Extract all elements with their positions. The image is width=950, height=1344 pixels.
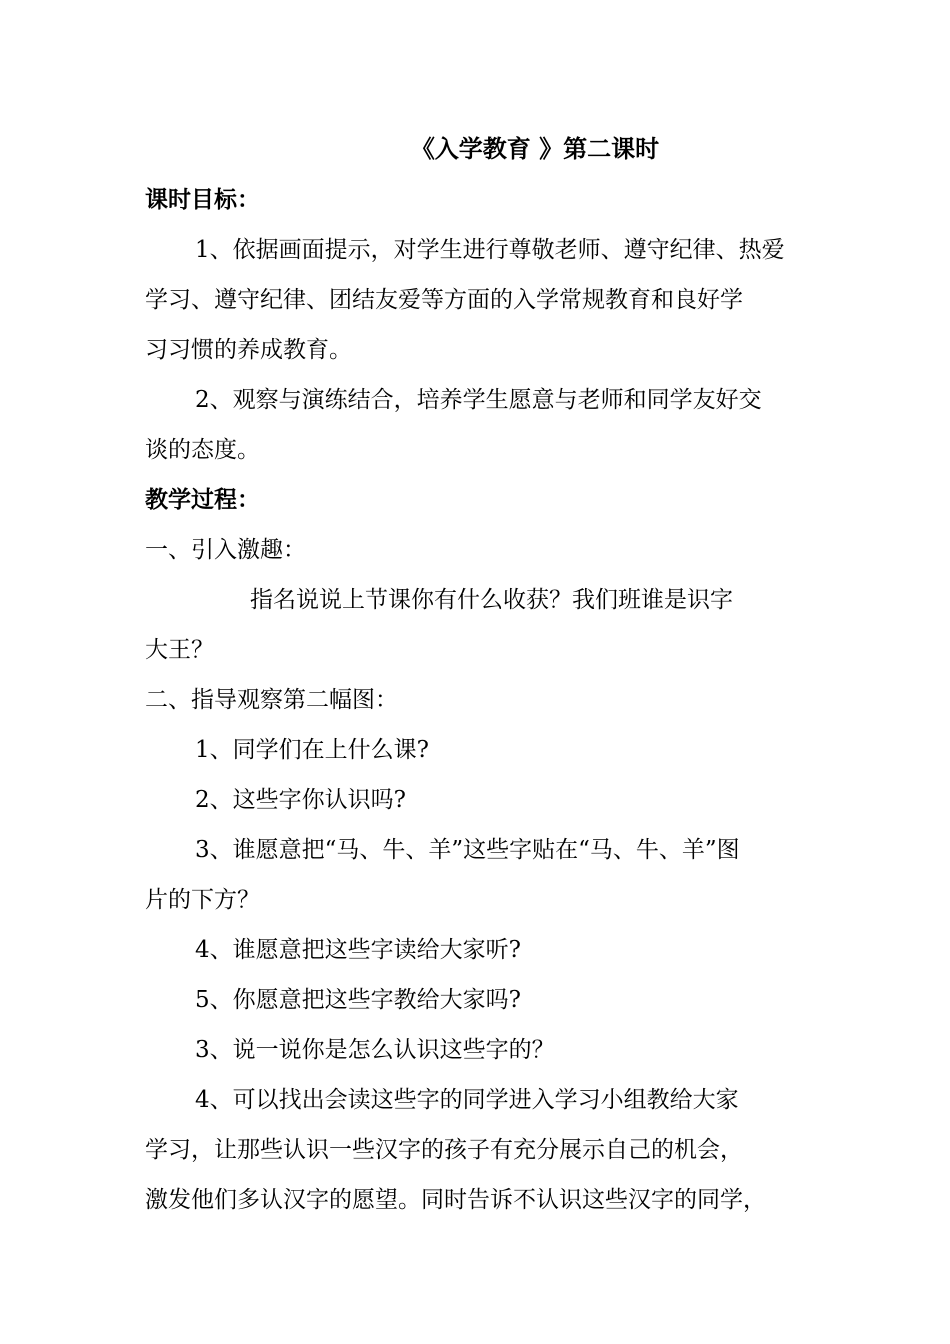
paragraph-line: 学习、遵守纪律、团结友爱等方面的入学常规教育和良好学: [145, 287, 743, 313]
paragraph-line: 激发他们多认汉字的愿望。同时告诉不认识这些汉字的同学，: [145, 1187, 766, 1213]
list-item: 3、说一说你是怎么认识这些字的？: [195, 1037, 555, 1063]
list-item: 5、你愿意把这些字教给大家吗?: [195, 987, 521, 1013]
paragraph-line: 大王？: [145, 637, 214, 663]
list-item: 4、可以找出会读这些字的同学进入学习小组教给大家: [195, 1087, 739, 1113]
subsection-heading: 一、引入激趣：: [145, 537, 306, 563]
section-heading-objectives: 课时目标：: [145, 186, 260, 213]
paragraph-line: 1、依据画面提示，对学生进行尊敬老师、遵守纪律、热爱: [195, 237, 785, 263]
subsection-heading: 二、指导观察第二幅图：: [145, 687, 398, 713]
list-item: 4、谁愿意把这些字读给大家听?: [195, 937, 521, 963]
paragraph-line: 片的下方？: [145, 887, 260, 913]
paragraph-line: 习习惯的养成教育。: [145, 337, 352, 363]
paragraph-line: 指名说说上节课你有什么收获？我们班谁是识字: [250, 587, 733, 613]
list-item: 1、同学们在上什么课?: [195, 737, 429, 763]
paragraph-line: 学习，让那些认识一些汉字的孩子有充分展示自己的机会，: [145, 1137, 743, 1163]
paragraph-line: 谈的态度。: [145, 437, 260, 463]
list-item: 3、谁愿意把“马、牛、羊”这些字贴在“马、牛、羊”图: [195, 837, 740, 863]
document-title: 《入学教育 》第二课时: [410, 134, 660, 163]
paragraph-line: 2、观察与演练结合，培养学生愿意与老师和同学友好交: [195, 387, 762, 413]
section-heading-process: 教学过程：: [145, 486, 260, 513]
list-item: 2、这些字你认识吗?: [195, 787, 406, 813]
